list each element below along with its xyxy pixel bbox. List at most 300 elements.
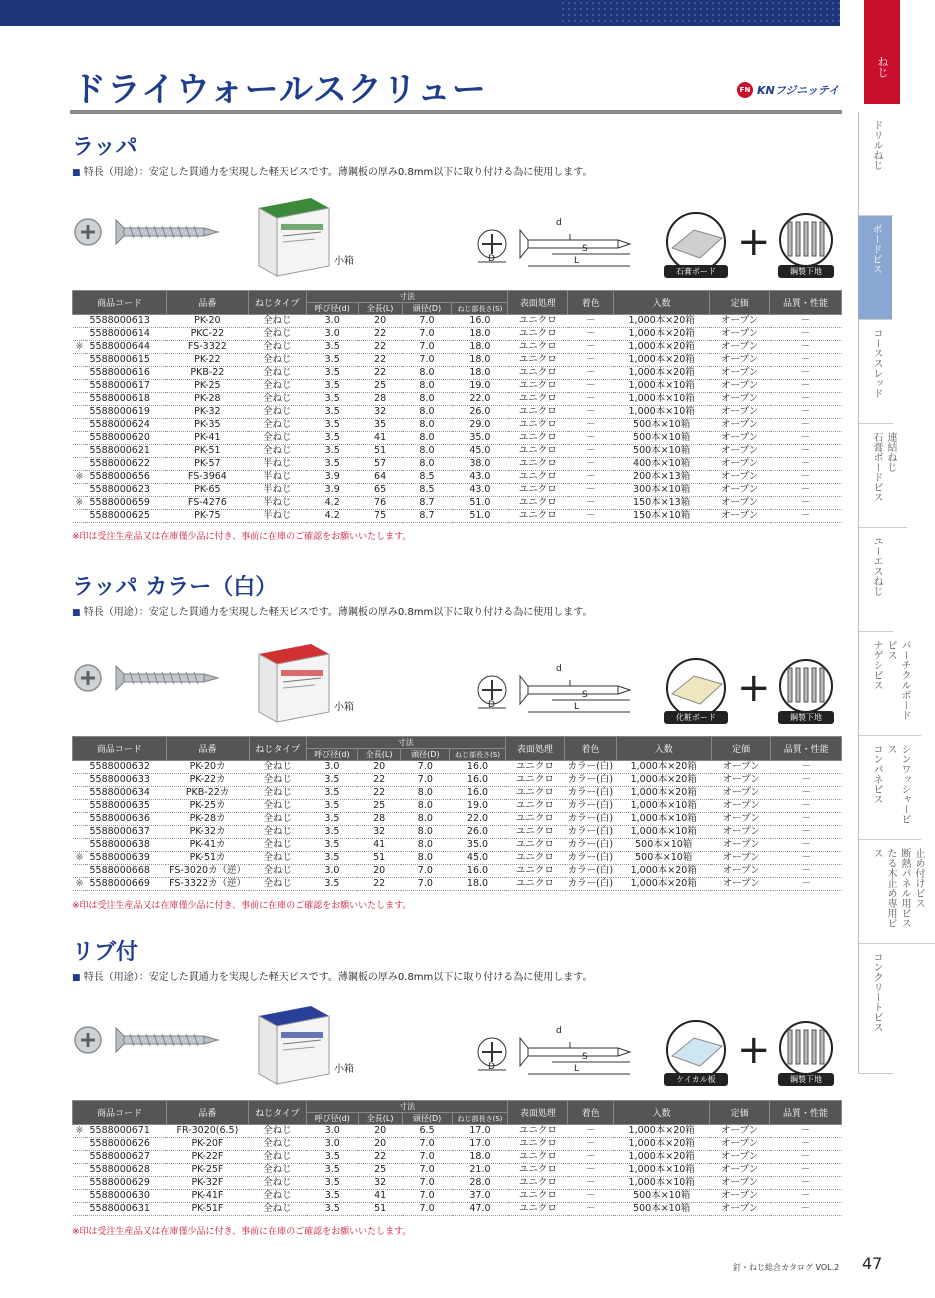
- table-cell: PK-51カ: [166, 852, 249, 865]
- table-cell: －: [771, 826, 842, 839]
- table-cell: ユニクロ: [505, 761, 565, 774]
- table-cell: カラー(白): [565, 839, 616, 852]
- col-surface: 表面処理: [505, 737, 565, 761]
- sidebar-item[interactable]: [858, 840, 935, 944]
- col-surface: 表面処理: [508, 1101, 568, 1125]
- table-cell: 43.0: [452, 484, 508, 497]
- table-row: [73, 1190, 842, 1203]
- table-cell: ユニクロ: [508, 1203, 568, 1216]
- sidebar-item[interactable]: [858, 216, 892, 320]
- sidebar-item[interactable]: [858, 736, 921, 840]
- table-cell: 25: [358, 380, 402, 393]
- table-cell: 1,000本×10箱: [616, 826, 711, 839]
- table-cell: －: [771, 774, 842, 787]
- table-cell: －: [568, 328, 614, 341]
- table-cell: オープン: [711, 787, 771, 800]
- col-price: 定価: [710, 291, 770, 315]
- table-cell: PK-22カ: [166, 774, 249, 787]
- table-cell: [73, 432, 87, 445]
- table-cell: [73, 354, 87, 367]
- table-row: [73, 761, 842, 774]
- table-row: [73, 865, 842, 878]
- table-cell: 全ねじ: [249, 813, 306, 826]
- table-cell: オープン: [710, 445, 770, 458]
- table-cell: 6.5: [402, 1125, 452, 1138]
- table-cell: 38.0: [452, 458, 508, 471]
- table-cell: 全ねじ: [249, 865, 306, 878]
- table-cell: ユニクロ: [508, 1164, 568, 1177]
- col-dim-head: 頭径(D): [401, 749, 450, 761]
- title-divider: [70, 110, 842, 114]
- table-cell: 3.5: [306, 839, 357, 852]
- table-cell: ユニクロ: [508, 497, 568, 510]
- table-cell: ユニクロ: [505, 852, 565, 865]
- col-price: 定価: [710, 1101, 770, 1125]
- table-cell: 18.0: [452, 328, 508, 341]
- table-cell: 全ねじ: [249, 852, 306, 865]
- table-cell: 7.0: [402, 1203, 452, 1216]
- table-cell: オープン: [710, 328, 770, 341]
- col-dim-d: 呼び径(d): [306, 303, 358, 315]
- col-thread: ねじタイプ: [248, 291, 306, 315]
- plus-icon: +: [737, 219, 771, 265]
- table-cell: －: [568, 1203, 614, 1216]
- table-cell: 3.9: [306, 484, 358, 497]
- table-cell: 500本×10箱: [614, 419, 710, 432]
- table-cell: 22.0: [450, 813, 505, 826]
- table-cell: 3.5: [306, 813, 357, 826]
- table-cell: オープン: [710, 1177, 770, 1190]
- table-cell: 8.0: [402, 445, 452, 458]
- col-product: 品番: [166, 291, 248, 315]
- table-cell: 41: [358, 432, 402, 445]
- table-cell: 17.0: [452, 1125, 508, 1138]
- table-cell: カラー(白): [565, 761, 616, 774]
- section-tab-label: ねじ: [876, 56, 889, 78]
- table-cell: ユニクロ: [505, 774, 565, 787]
- plus-icon: +: [737, 665, 771, 711]
- table-cell: －: [568, 471, 614, 484]
- table-cell: 全ねじ: [248, 1164, 306, 1177]
- table-cell: 20: [357, 761, 400, 774]
- table-cell: ユニクロ: [508, 328, 568, 341]
- sidebar-item[interactable]: [858, 320, 893, 424]
- table-cell: －: [770, 1190, 842, 1203]
- table-cell: ユニクロ: [508, 471, 568, 484]
- table-cell: [73, 445, 87, 458]
- table-cell: 8.0: [402, 367, 452, 380]
- table-cell: 5588000671: [86, 1125, 166, 1138]
- brand-name: KNフジニッテイ: [757, 84, 840, 97]
- table-cell: 全ねじ: [248, 1125, 306, 1138]
- screw-image: [72, 656, 222, 704]
- table-cell: 5588000644: [86, 341, 166, 354]
- table-cell: 41: [357, 839, 400, 852]
- stock-note: ※印は受注生産品又は在庫僅少品に付き、事前に在庫のご確認をお願いいたします。: [72, 1226, 412, 1237]
- table-cell: カラー(白): [565, 813, 616, 826]
- table-cell: 7.0: [402, 1164, 452, 1177]
- dim-l-label: L: [574, 256, 580, 266]
- table-cell: 8.5: [402, 471, 452, 484]
- table-cell: 25: [357, 800, 400, 813]
- table-cell: 5588000638: [86, 839, 166, 852]
- table-cell: ユニクロ: [508, 406, 568, 419]
- table-cell: 19.0: [450, 800, 505, 813]
- table-cell: PK-25カ: [166, 800, 249, 813]
- table-cell: 32: [357, 826, 400, 839]
- dim-D-label: D: [488, 254, 495, 264]
- table-cell: 3.5: [306, 419, 358, 432]
- table-cell: 3.5: [306, 380, 358, 393]
- table-cell: カラー(白): [565, 826, 616, 839]
- table-cell: 64: [358, 471, 402, 484]
- table-cell: 16.0: [452, 315, 508, 328]
- table-cell: 35: [358, 419, 402, 432]
- table-row: [73, 341, 842, 354]
- table-cell: [73, 393, 87, 406]
- table-cell: [73, 1203, 87, 1216]
- table-cell: [73, 380, 87, 393]
- table-cell: 5588000613: [86, 315, 166, 328]
- table-cell: オープン: [710, 380, 770, 393]
- dim-l-label: L: [574, 1064, 580, 1074]
- table-cell: [73, 1164, 87, 1177]
- col-qty: 入数: [614, 1101, 710, 1125]
- table-cell: 18.0: [452, 341, 508, 354]
- dim-l-label: L: [574, 702, 580, 712]
- table-cell: 28: [358, 393, 402, 406]
- table-cell: オープン: [710, 1138, 770, 1151]
- table-cell: 51: [358, 445, 402, 458]
- table-cell: 65: [358, 484, 402, 497]
- table-cell: PK-32: [166, 406, 248, 419]
- table-cell: 28: [357, 813, 400, 826]
- table-cell: 5588000619: [86, 406, 166, 419]
- table-cell: [73, 1177, 87, 1190]
- table-cell: 1,000本×20箱: [614, 1151, 710, 1164]
- table-row: [73, 826, 842, 839]
- table-cell: オープン: [711, 826, 771, 839]
- table-cell: 全ねじ: [248, 406, 306, 419]
- page-number: 47: [862, 1254, 883, 1273]
- table-row: [73, 328, 842, 341]
- table-cell: FS-4276: [166, 497, 248, 510]
- board-label: 石膏ボード: [664, 265, 728, 278]
- table-cell: 全ねじ: [249, 878, 306, 891]
- table-row: [73, 380, 842, 393]
- table-cell: カラー(白): [565, 774, 616, 787]
- table-cell: ユニクロ: [508, 484, 568, 497]
- table-cell: 20: [358, 1138, 402, 1151]
- table-cell: 21.0: [452, 1164, 508, 1177]
- table-cell: 4.2: [306, 497, 358, 510]
- table-cell: 8.0: [401, 800, 450, 813]
- table-cell: －: [568, 445, 614, 458]
- col-color: 着色: [565, 737, 616, 761]
- table-cell: －: [568, 497, 614, 510]
- table-cell: 8.5: [402, 484, 452, 497]
- table-cell: 7.0: [401, 878, 450, 891]
- box-label: 小箱: [334, 256, 354, 267]
- table-cell: 500本×10箱: [616, 852, 711, 865]
- table-cell: 全ねじ: [248, 315, 306, 328]
- table-cell: －: [770, 432, 842, 445]
- stock-note: ※印は受注生産品又は在庫僅少品に付き、事前に在庫のご確認をお願いいたします。: [72, 901, 412, 911]
- col-qty: 入数: [616, 737, 711, 761]
- sidebar-item-label: パーチクルボードビス: [885, 640, 910, 720]
- table-cell: 51.0: [452, 497, 508, 510]
- table-cell: 半ねじ: [248, 458, 306, 471]
- sidebar-item-label: 止め付けビス: [913, 848, 924, 908]
- table-cell: 5588000659: [86, 497, 166, 510]
- sidebar-item[interactable]: [858, 632, 921, 736]
- desc-text: ：安定した貫通力を実現した軽天ビスです。薄鋼板の厚み0.8mm以下に取り付ける為に使用します。: [138, 972, 593, 983]
- table-cell: －: [771, 865, 842, 878]
- table-cell: －: [568, 367, 614, 380]
- sidebar-item-label: 連結ねじ: [885, 432, 896, 472]
- table-cell: [73, 458, 87, 471]
- sidebar-item-label: ドリルねじ: [871, 120, 882, 170]
- table-cell: 8.0: [402, 406, 452, 419]
- brand: [737, 82, 839, 98]
- table-cell: 8.0: [402, 419, 452, 432]
- sidebar-item-label: ユーエスねじ: [871, 536, 882, 596]
- table-cell: 22: [357, 774, 400, 787]
- table-cell: －: [770, 1164, 842, 1177]
- table-cell: 22: [358, 354, 402, 367]
- col-dim-head: 頭径(D): [402, 1113, 452, 1125]
- col-quality: 品質・性能: [770, 1101, 842, 1125]
- table-cell: FS-3020カ（逆）: [166, 865, 249, 878]
- table-cell: 150本×13箱: [614, 497, 710, 510]
- table-cell: 全ねじ: [248, 432, 306, 445]
- table-cell: 4.2: [306, 510, 358, 523]
- product-box-image: [255, 996, 333, 1088]
- table-cell: ユニクロ: [508, 510, 568, 523]
- sidebar-item[interactable]: [858, 424, 907, 528]
- table-cell: 1,000本×20箱: [614, 341, 710, 354]
- table-cell: 3.5: [306, 1151, 358, 1164]
- table-cell: オープン: [710, 510, 770, 523]
- table-row: [73, 800, 842, 813]
- table-cell: －: [770, 1125, 842, 1138]
- page-title: ドライウォールスクリュー: [72, 70, 487, 110]
- table-cell: 5588000631: [86, 1203, 166, 1216]
- table-cell: ユニクロ: [508, 315, 568, 328]
- desc-text: ：安定した貫通力を実現した軽天ビスです。薄鋼板の厚み0.8mm以下に取り付ける為に使用します。: [138, 167, 593, 178]
- table-cell: オープン: [710, 1164, 770, 1177]
- table-cell: オープン: [710, 1125, 770, 1138]
- stock-note: ※印は受注生産品又は在庫僅少品に付き、事前に在庫のご確認をお願いいたします。: [72, 531, 412, 542]
- table-row: [73, 852, 842, 865]
- table-cell: PK-32カ: [166, 826, 249, 839]
- table-cell: 32: [358, 1177, 402, 1190]
- dimension-diagram: [470, 666, 640, 726]
- brand-logo-icon: FN: [737, 82, 753, 98]
- table-cell: －: [770, 497, 842, 510]
- col-qty: 入数: [614, 291, 710, 315]
- table-cell: [73, 800, 87, 813]
- table-cell: 8.0: [401, 813, 450, 826]
- table-cell: ユニクロ: [508, 1138, 568, 1151]
- table-cell: ユニクロ: [508, 419, 568, 432]
- table-cell: －: [770, 315, 842, 328]
- table-cell: 76: [358, 497, 402, 510]
- bullet-icon: ■: [72, 973, 81, 983]
- table-cell: ユニクロ: [508, 393, 568, 406]
- catalog-name: 釘・ねじ総合カタログ VOL.2: [733, 1263, 840, 1272]
- table-cell: オープン: [711, 852, 771, 865]
- col-dims: 寸法: [306, 291, 508, 303]
- table-cell: 3.5: [306, 354, 358, 367]
- table-cell: 7.0: [402, 315, 452, 328]
- table-cell: 5588000618: [86, 393, 166, 406]
- table-cell: 5588000668: [86, 865, 166, 878]
- table-row: [73, 510, 842, 523]
- table-cell: 1,000本×10箱: [614, 1164, 710, 1177]
- table-cell: 5588000656: [86, 471, 166, 484]
- table-row: [73, 1164, 842, 1177]
- table-cell: 1,000本×10箱: [614, 1177, 710, 1190]
- table-cell: PK-28: [166, 393, 248, 406]
- plus-icon: +: [737, 1027, 771, 1073]
- desc-label: 特長（用途）: [83, 972, 139, 983]
- section-tab-neji[interactable]: [864, 0, 900, 104]
- table-cell: 300本×10箱: [614, 484, 710, 497]
- table-cell: 全ねじ: [248, 367, 306, 380]
- table-cell: オープン: [710, 367, 770, 380]
- stud-label: 鋼製下地: [778, 711, 834, 724]
- table-cell: 22: [357, 787, 400, 800]
- table-cell: －: [568, 1190, 614, 1203]
- table-cell: FS-3964: [166, 471, 248, 484]
- table-cell: [73, 774, 87, 787]
- table-cell: －: [770, 484, 842, 497]
- table-row: [73, 354, 842, 367]
- table-cell: ユニクロ: [508, 1177, 568, 1190]
- sidebar-item[interactable]: [858, 112, 893, 216]
- table-cell: PK-32F: [166, 1177, 248, 1190]
- table-cell: 全ねじ: [248, 1190, 306, 1203]
- table-cell: 全ねじ: [249, 839, 306, 852]
- table-cell: －: [568, 484, 614, 497]
- col-product: 品番: [166, 1101, 248, 1125]
- table-cell: カラー(白): [565, 865, 616, 878]
- table-cell: 8.0: [401, 852, 450, 865]
- table-cell: 全ねじ: [248, 354, 306, 367]
- table-row: [73, 419, 842, 432]
- table-cell: オープン: [711, 774, 771, 787]
- table-cell: ユニクロ: [505, 878, 565, 891]
- table-cell: 500本×10箱: [614, 445, 710, 458]
- dimension-diagram: [470, 220, 640, 280]
- table-cell: 5588000614: [86, 328, 166, 341]
- table-cell: 半ねじ: [248, 471, 306, 484]
- table-cell: －: [770, 367, 842, 380]
- table-cell: 51.0: [452, 510, 508, 523]
- table-cell: 3.5: [306, 826, 357, 839]
- table-cell: PK-20F: [166, 1138, 248, 1151]
- table-cell: 22: [358, 367, 402, 380]
- table-cell: 19.0: [452, 380, 508, 393]
- table-cell: 22: [358, 341, 402, 354]
- screw-image: [72, 210, 222, 258]
- col-quality: 品質・性能: [771, 737, 842, 761]
- table-cell: オープン: [710, 354, 770, 367]
- table-cell: －: [770, 1177, 842, 1190]
- table-cell: 3.5: [306, 774, 357, 787]
- table-cell: 全ねじ: [248, 1203, 306, 1216]
- table-cell: 57: [358, 458, 402, 471]
- table-cell: オープン: [710, 406, 770, 419]
- col-dim-head: 頭径(D): [402, 303, 452, 315]
- table-cell: PK-35: [166, 419, 248, 432]
- table-row: [73, 471, 842, 484]
- table-cell: 22: [357, 878, 400, 891]
- table-cell: 400本×10箱: [614, 458, 710, 471]
- table-row: [73, 878, 842, 891]
- table-cell: －: [771, 800, 842, 813]
- table-cell: 1,000本×10箱: [616, 813, 711, 826]
- table-cell: 5588000626: [86, 1138, 166, 1151]
- table-cell: 200本×13箱: [614, 471, 710, 484]
- table-cell: PK-41カ: [166, 839, 249, 852]
- table-cell: ユニクロ: [508, 1151, 568, 1164]
- table-row: [73, 458, 842, 471]
- table-cell: オープン: [710, 471, 770, 484]
- sidebar-item[interactable]: [858, 944, 893, 1074]
- table-cell: －: [770, 471, 842, 484]
- table-cell: 20: [358, 315, 402, 328]
- sidebar-item[interactable]: [858, 528, 893, 632]
- table-cell: 20: [358, 1125, 402, 1138]
- bullet-icon: ■: [72, 168, 81, 178]
- table-cell: 8.0: [401, 826, 450, 839]
- table-cell: 3.0: [306, 1138, 358, 1151]
- table-cell: 5588000627: [86, 1151, 166, 1164]
- table-cell: カラー(白): [565, 800, 616, 813]
- table-cell: 16.0: [450, 865, 505, 878]
- table-cell: [73, 1138, 87, 1151]
- table-cell: －: [568, 380, 614, 393]
- table-cell: －: [770, 1138, 842, 1151]
- table-cell: オープン: [710, 484, 770, 497]
- col-dim-l: 全長(L): [357, 749, 400, 761]
- table-cell: FR-3020(6.5): [166, 1125, 248, 1138]
- table-cell: 5588000621: [86, 445, 166, 458]
- table-cell: 18.0: [452, 354, 508, 367]
- table-cell: 1,000本×20箱: [614, 1138, 710, 1151]
- table-cell: ユニクロ: [508, 432, 568, 445]
- table-row: [73, 774, 842, 787]
- sidebar-item-label: 断熱パネル用ビス: [899, 848, 910, 928]
- table-cell: [73, 839, 87, 852]
- steel-stud-image: [778, 1018, 834, 1080]
- table-cell: [73, 1190, 87, 1203]
- table-row: [73, 1125, 842, 1138]
- table-cell: 5588000635: [86, 800, 166, 813]
- table-cell: PK-75: [166, 510, 248, 523]
- table-cell: 5588000629: [86, 1177, 166, 1190]
- table-cell: 3.0: [306, 1125, 358, 1138]
- table-cell: オープン: [710, 393, 770, 406]
- table-cell: 1,000本×20箱: [616, 761, 711, 774]
- table-cell: オープン: [711, 839, 771, 852]
- table-cell: 17.0: [452, 1138, 508, 1151]
- table-cell: 全ねじ: [248, 1151, 306, 1164]
- table-row: [73, 839, 842, 852]
- top-banner: [0, 0, 840, 26]
